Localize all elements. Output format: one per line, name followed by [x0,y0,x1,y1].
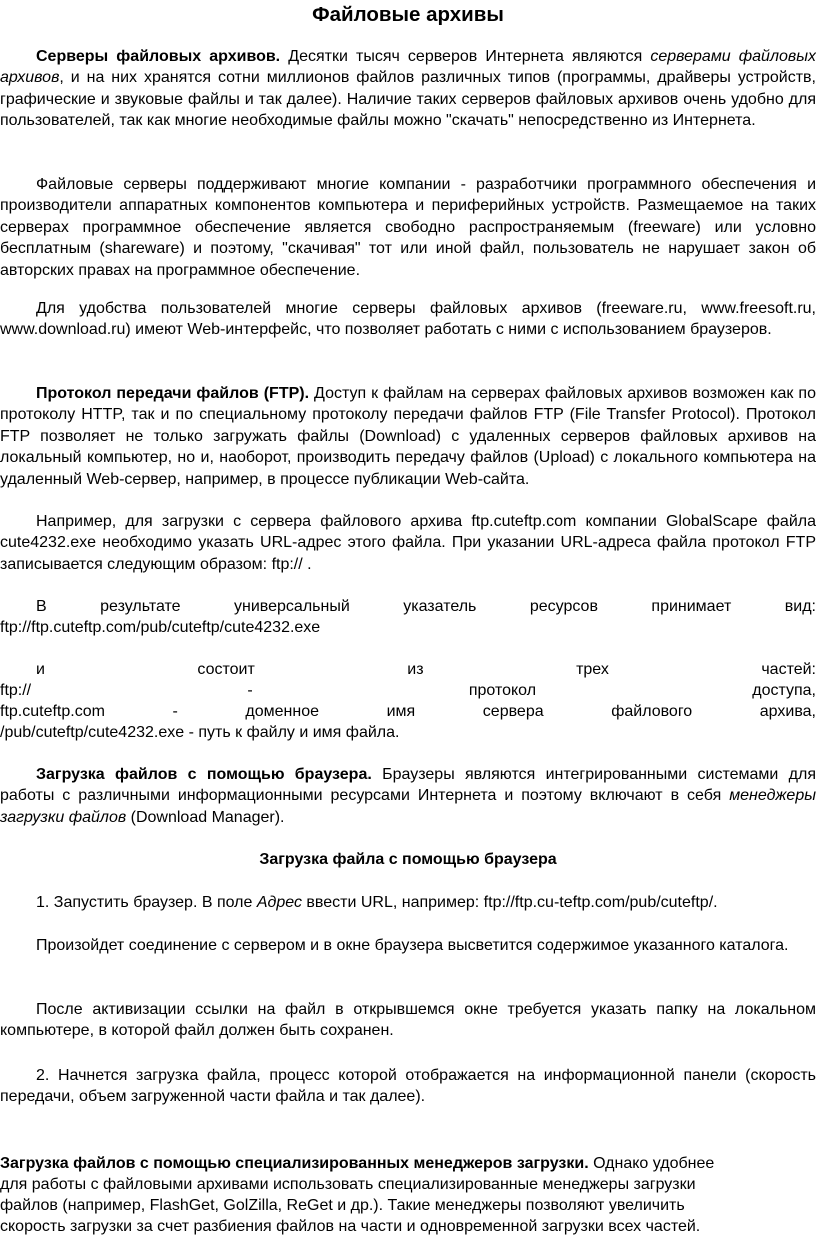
paragraph-file-archive-servers: Серверы файловых архивов. Десятки тысяч серверов Интернета являются серверами файловых архивов, и на них хранятся сотни миллионов файлов различных типов (программы, драйверы устройств, графические и звуковые файлы и так далее). Наличие таких серверов файловых архивов очень удобно для пользователей, так как многие необходимые файлы можно "скачать" непосредственно из Интернета. [0,48,816,130]
section-subtitle: Загрузка файла с помощью браузера [259,851,557,868]
full-url: ftp://ftp.cuteftp.com/pub/cuteftp/cute4232.exe [0,619,321,636]
paragraph-connection: Произойдет соединение с сервером и в окне браузера высветится содержимое указанного каталога. [36,937,789,954]
paragraph-lead: Серверы файловых архивов. [36,48,281,65]
paragraph-lead: Протокол передачи файлов (FTP). [36,385,310,402]
step-2: 2. Начнется загрузка файла, процесс которой отображается на информационной панели (скорость передачи, объем загруженной части файла и так далее). [0,1067,816,1106]
url-part-path: /pub/cuteftp/cute4232.exe - путь к файлу и имя файла. [0,724,400,741]
paragraph-file-servers: Файловые серверы поддерживают многие компании - разработчики программного обеспечения и производители аппаратных компонентов компьютера и периферийных устройств. Размещаемое на таких серверах программное обеспечение является свободно распространяемым (freeware) или условно бесплатным (shareware) и поэтому, "скачивая" тот или иной файл, пользователь не нарушает закон об авторских правах на программное обеспечение. [0,176,816,279]
emphasis-text: менеджеры загрузки файлов [0,787,816,826]
paragraph-ftp-protocol: Протокол передачи файлов (FTP). Доступ к файлам на серверах файловых архивов возможен как по протоколу HTTP, так и по специальному протоколу передачи файлов FTP (File Transfer Protocol). Протокол FTP позволяет не только загружать файлы (Download) с удаленных серверов файловых архивов на локальный компьютер, но и, наоборот, производить передачу файлов (Upload) с локального компьютера на удаленный Web-сервер, например, в процессе публикации Web-сайта. [0,385,816,488]
url-result-line: В результате универсальный указатель ресурсов принимает вид: [36,598,816,615]
url-part-protocol: ftp:// - протокол доступа, [0,682,816,699]
paragraph-browser-download: Загрузка файлов с помощью браузера. Браузеры являются интегрированными системами для работы с различными информационными ресурсами Интернета и поэтому включают в себя менеджеры загрузки файлов (Download Manager). [0,766,816,826]
document-page: Файловые архивы Серверы файловых архивов. Десятки тысяч серверов Интернета являются серверами файловых архивов, и на них хранятся сотни миллионов файлов различных типов (программы, драйверы устройств, графические и звуковые файлы и так далее). Наличие таких серверов файловых архивов очень удобно для пользователей, так как многие необходимые файлы можно "скачать" непосредственно из Интернета. Файловые серверы поддерживают многие компании - разработчики программного обеспечения и производители аппаратных компонентов компьютера и периферийных устройств. Размещаемое на таких серверах программное обеспечение является свободно распространяемым (freeware) или условно бесплатным (shareware) и поэтому, "скачивая" тот или иной файл, пользователь не нарушает закон об авторских правах на программное обеспечение. Для удобства пользователей многие серверы файловых архивов (freeware.ru, www.freesoft.ru, www.download.ru) имеют Web-интерфейс, что позволяет работать с ними с использованием браузеров. Протокол передачи файлов (FTP). Доступ к файлам на серверах файловых архивов возможен как по протоколу HTTP, так и по специальному протоколу передачи файлов FTP (File Transfer Protocol). Протокол FTP позволяет не только загружать файлы (Download) с удаленных серверов файловых архивов на локальный компьютер, но и, наоборот, производить передачу файлов (Upload) с локального компьютера на удаленный Web-сервер, например, в процессе публикации Web-сайта. Например, для загрузки с сервера файлового архива ftp.cuteftp.com компании GlobalScape файла cute4232.exe необходимо указать URL-адрес этого файла. При указании URL-адреса файла протокол FTP записывается следующим образом: ftp:// . В результате универсальный указатель ресурсов принимает вид: ftp://ftp.cuteftp.com/pub/cuteftp/cute4232.exe и состоит из трех частей: ftp:// - протокол доступа, ftp.cuteftp.com - доменное имя сервера файлового архива, /pub/cuteftp/cute4232.exe - путь к файлу и имя файла. Загрузка файлов с помощью браузера. Браузеры являются интегрированными системами для работы с различными информационными ресурсами Интернета и поэтому включают в себя менеджеры загрузки файлов (Download Manager). Загрузка файла с помощью браузера 1. Запустить браузер. В поле Адрес ввести URL, например: ftp://ftp.cu-teftp.com/pub/cuteftp/. Произойдет соединение с сервером и в окне браузера высветится содержимое указанного каталога. После активизации ссылки на файл в открывшемся окне требуется указать папку на локальном компьютере, в которой файл должен быть сохранен. 2. Начнется загрузка файла, процесс которой отображается на информационной панели (скорость передачи, объем загруженной части файла и так далее). Загрузка файлов с помощью специализированных менеджеров загрузки. Однако удобнее для работы с файловыми архивами использовать специализированные менеджеры загрузки файлов (например, FlashGet, GolZilla, ReGet и др.). Такие менеджеры позволяют увеличить скорость загрузки за счет разбиения файлов на части и одновременной загрузки всех частей. [0,3,816,1235]
paragraph-lead: Загрузка файлов с помощью специализированных менеджеров загрузки. [0,1155,589,1172]
paragraph-url-example: Например, для загрузки с сервера файлового архива ftp.cuteftp.com компании GlobalScape файла cute4232.exe необходимо указать URL-адрес этого файла. При указании URL-адреса файла протокол FTP записывается следующим образом: ftp:// . [0,513,816,573]
paragraph-lead: Загрузка файлов с помощью браузера. [36,766,372,783]
url-part-domain: ftp.cuteftp.com - доменное имя сервера файлового архива, [0,703,816,720]
step-1: 1. Запустить браузер. В поле Адрес ввести URL, например: ftp://ftp.cu-teftp.com/pub/cuteftp/. [36,894,718,911]
paragraph-save-folder: После активизации ссылки на файл в открывшемся окне требуется указать папку на локальном компьютере, в которой файл должен быть сохранен. [0,1001,816,1040]
emphasis-text: серверами файловых архивов [0,48,816,87]
page-title: Файловые архивы [312,3,504,26]
paragraph-web-interface: Для удобства пользователей многие серверы файловых архивов (freeware.ru, www.freesoft.ru, www.download.ru) имеют Web-интерфейс, что позволяет работать с ними с использованием браузеров. [0,300,816,339]
emphasis-text: Адрес [256,894,302,911]
url-parts-intro: и состоит из трех частей: [36,661,816,678]
